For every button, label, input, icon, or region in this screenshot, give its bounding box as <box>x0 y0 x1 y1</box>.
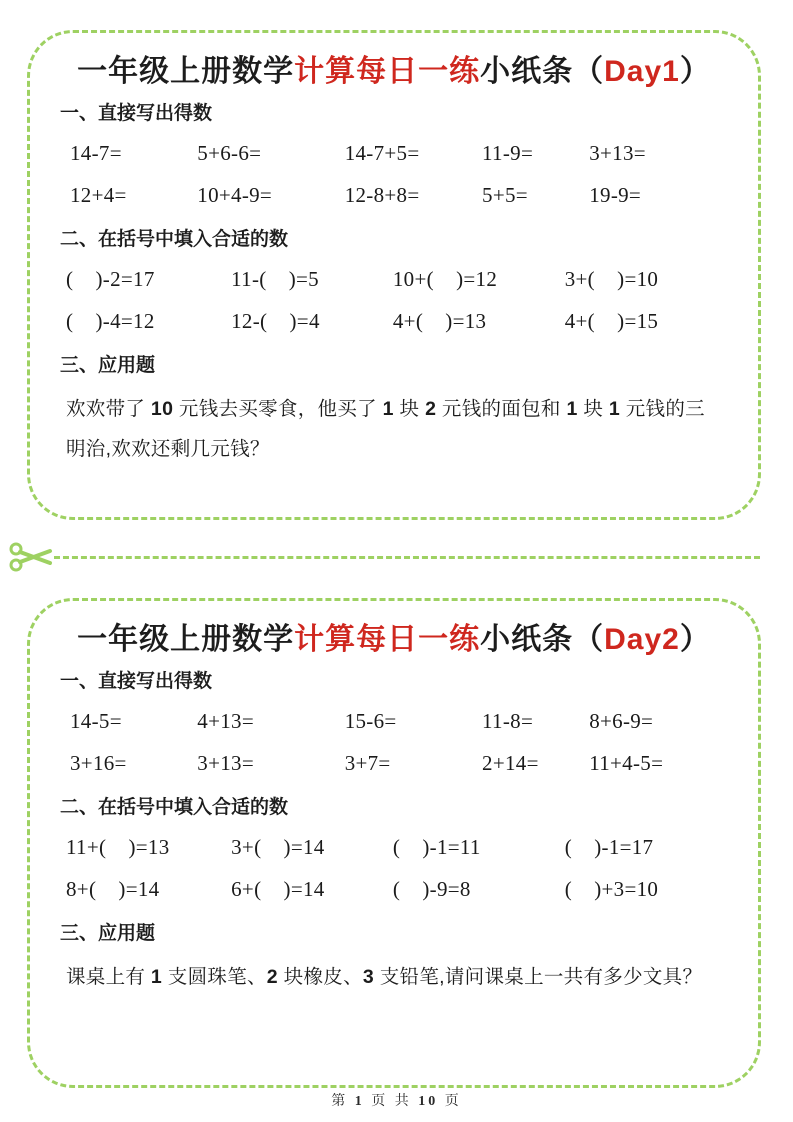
text-segment: 页 共 <box>364 1094 419 1109</box>
section-1-header: 一、直接写出得数 <box>60 103 213 124</box>
text-segment: 10 <box>418 1094 439 1109</box>
math-problem: 3+7= <box>344 750 391 775</box>
bracket-problem: 6+( )=14 <box>231 876 325 901</box>
text-segment: 块橡皮、 <box>277 966 363 988</box>
math-problem: 12-8+8= <box>344 182 420 207</box>
text-segment: 支铅笔,请问课桌上一共有多少文具？ <box>374 966 703 988</box>
math-problem: 15-6= <box>344 708 397 733</box>
text-segment: 支圆珠笔、 <box>162 966 267 988</box>
math-problem: 3+16= <box>70 750 127 775</box>
text-segment: 10 <box>150 398 174 420</box>
text-segment: 计算每日一练 <box>294 623 481 656</box>
text-segment: 元钱的三明治,欢欢还剩几元钱？ <box>66 398 705 460</box>
text-segment: 课桌上有 <box>66 966 151 988</box>
text-segment: 元钱的面包和 <box>436 398 567 420</box>
text-segment: 2 <box>266 966 278 988</box>
worksheet-card-day1 <box>27 30 761 520</box>
math-problem: 11-8= <box>482 708 534 733</box>
math-problem: 5+6-6= <box>197 140 262 165</box>
bracket-row <box>30 826 758 868</box>
text-segment: Day1 <box>604 55 680 88</box>
word-problem <box>66 957 722 997</box>
section-3-header: 三、应用题 <box>60 355 156 376</box>
text-segment: 元钱去买零食，他买了 <box>173 398 383 420</box>
section-1-header: 一、直接写出得数 <box>60 671 213 692</box>
math-problem: 11-9= <box>482 140 534 165</box>
bracket-problem: 12-( )=4 <box>231 308 320 333</box>
bracket-problem: 8+( )=14 <box>66 876 160 901</box>
bracket-problem: 3+( )=10 <box>564 266 659 291</box>
calc-row <box>30 174 758 216</box>
scissors-icon <box>8 540 54 574</box>
text-segment: Day2 <box>604 623 680 656</box>
text-segment: 小纸条（ <box>480 55 605 88</box>
bracket-problem: 4+( )=15 <box>564 308 659 333</box>
bracket-row <box>30 300 758 342</box>
math-problem: 19-9= <box>589 182 642 207</box>
math-problem: 4+13= <box>197 708 254 733</box>
section-2-header: 二、在括号中填入合适的数 <box>60 797 289 818</box>
text-segment: 一年级上册数学 <box>77 623 295 656</box>
card-title-day2 <box>30 601 758 658</box>
text-segment: 1 <box>354 1094 365 1109</box>
text-segment: 计算每日一练 <box>294 55 481 88</box>
text-segment: 块 <box>393 398 426 420</box>
bracket-problem: ( )-4=12 <box>66 308 155 333</box>
text-segment: 1 <box>382 398 394 420</box>
calc-row <box>30 132 758 174</box>
text-segment: ） <box>679 55 711 88</box>
bracket-problem: 10+( )=12 <box>392 266 498 291</box>
text-segment: 1 <box>608 398 621 420</box>
bracket-problem: ( )-1=17 <box>564 834 654 859</box>
bracket-problem: ( )+3=10 <box>564 876 659 901</box>
bracket-row <box>30 258 758 300</box>
text-segment: 页 <box>438 1094 462 1109</box>
math-problem: 14-7= <box>70 140 122 165</box>
bracket-problem: 11+( )=13 <box>66 834 170 859</box>
page-footer <box>0 1090 793 1110</box>
math-problem: 5+5= <box>482 182 528 207</box>
math-problem: 8+6-9= <box>589 708 654 733</box>
math-problem: 11+4-5= <box>589 750 664 775</box>
text-segment: 1 <box>150 966 163 988</box>
card-title-day1 <box>30 33 758 90</box>
bracket-problem: 3+( )=14 <box>231 834 325 859</box>
calc-row <box>30 742 758 784</box>
section-2-header: 二、在括号中填入合适的数 <box>60 229 289 250</box>
text-segment: 第 <box>331 1094 355 1109</box>
math-problem: 2+14= <box>482 750 539 775</box>
calc-row <box>30 700 758 742</box>
math-problem: 14-5= <box>70 708 122 733</box>
text-segment: 欢欢带了 <box>66 398 151 420</box>
bracket-row <box>30 868 758 910</box>
word-problem <box>66 389 722 469</box>
text-segment: 一年级上册数学 <box>77 55 295 88</box>
math-problem: 10+4-9= <box>197 182 273 207</box>
math-problem: 14-7+5= <box>344 140 420 165</box>
math-problem: 3+13= <box>197 750 254 775</box>
bracket-problem: ( )-9=8 <box>392 876 471 901</box>
bracket-problem: ( )-1=11 <box>392 834 481 859</box>
bracket-problem: 4+( )=13 <box>392 308 487 333</box>
bracket-problem: 11-( )=5 <box>231 266 319 291</box>
cut-line <box>54 556 760 559</box>
text-segment: 1 <box>566 398 578 420</box>
text-segment: 块 <box>577 398 609 420</box>
text-segment: 2 <box>425 398 437 420</box>
worksheet-card-day2 <box>27 598 761 1088</box>
math-problem: 12+4= <box>70 182 127 207</box>
text-segment: 3 <box>362 966 375 988</box>
section-3-header: 三、应用题 <box>60 923 156 944</box>
text-segment: 小纸条（ <box>480 623 605 656</box>
math-problem: 3+13= <box>589 140 646 165</box>
text-segment: ） <box>679 623 711 656</box>
bracket-problem: ( )-2=17 <box>66 266 155 291</box>
